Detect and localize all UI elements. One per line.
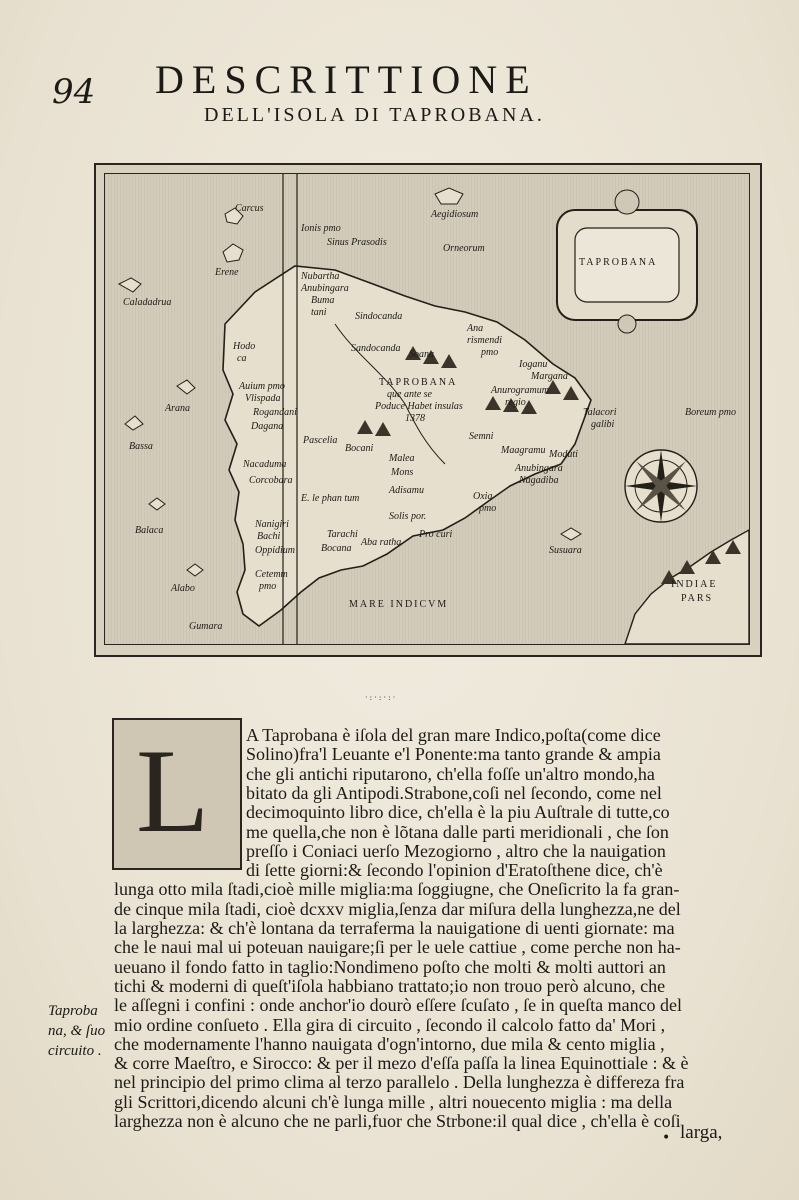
map-area: [104, 173, 750, 645]
map-label-rogandani: Rogandani: [253, 407, 297, 418]
map-label-soana: Soana: [409, 349, 434, 360]
ornament-separator: ·:·:·:·: [365, 693, 398, 702]
text-line: ueuano il fondo fatto in taglio:Nondimeno poſto che molti & molti auttori an: [114, 956, 666, 977]
text-line: di ſette giorni:& ſecondo l'opinion d'Eratoſthene dice, ch'è: [246, 860, 663, 881]
text-line: la larghezza: & ch'è lontana da terraferma la nauigatione di uenti giornate: ma: [114, 918, 675, 938]
map-label-oxia-pmo: pmo: [479, 503, 497, 514]
map-label-tarachi: Tarachi: [327, 529, 358, 540]
map-label-year: 1378: [405, 413, 425, 424]
map-label-oppidium: Oppidium: [255, 545, 295, 556]
map-label-que-ante: que ante se: [387, 389, 432, 400]
map-label-poduce: Poduce Habet insulas: [375, 401, 463, 412]
map-label-pascelia: Pascelia: [303, 435, 338, 446]
text-line: preſſo i Coniaci uerſo Mezogiorno , altro che la nauigation: [246, 840, 666, 861]
map-label-semni: Semni: [469, 431, 494, 442]
map-label-dagana: Dagana: [251, 421, 284, 432]
map-label-buma: Buma: [311, 295, 335, 306]
text-line: nel principio del primo clima al terzo parallelo . Della lunghezza è differeza fra: [114, 1072, 685, 1093]
margin-note-line: circuito .: [48, 1043, 102, 1059]
map-label-solis-por: Solis por.: [389, 511, 427, 522]
map-label-pars: PARS: [681, 593, 714, 604]
text-line: Solino)fra'l Leuante e'l Ponente:ma tanto grande & ampia: [246, 744, 661, 765]
map-label-cetemm: Cetemm: [255, 569, 288, 580]
map-label-oxia: Oxia: [473, 491, 493, 502]
map-label-nanigiri: Nanigiri: [255, 519, 289, 530]
text-line: le aſſegni i confini : onde anchor'io dourò eſſere ſcuſato , ſe in queſta manco del: [114, 995, 683, 1016]
map-label-elephantum: E. le phan tum: [301, 493, 360, 504]
map-label-sinus-prasodis: Sinus Prasodis: [327, 237, 387, 248]
map-label-ana: Ana: [467, 323, 484, 334]
text-line: mio ordine conſueto . Ella gira di circuito , ſecondo il calcolo fatto da' Mori ,: [114, 1014, 666, 1035]
map-label-erene: Erene: [215, 267, 239, 278]
map-label-balaca: Balaca: [135, 525, 164, 536]
map-label-caladadrua: Caladadrua: [123, 297, 172, 308]
map-label-boreum: Boreum pmo: [685, 407, 737, 418]
map-label-ca: ca: [237, 353, 247, 364]
margin-note-line: na, & ſuo: [48, 1023, 106, 1039]
map-label-talacori: Talacori: [583, 407, 617, 418]
text-line: tichi & moderni di queſt'iſola habbiano trattato;io non trouo però alcuno, che: [114, 975, 666, 996]
decorated-initial: [112, 718, 242, 870]
cartouche-title: TAPROBANA: [579, 257, 658, 268]
map-label-nubartha: Nubartha: [301, 271, 340, 282]
map-label-vlispada: Vlispada: [245, 393, 281, 404]
map-label-orneorum: Orneorum: [443, 243, 485, 254]
map-label-auium: Auium pmo: [239, 381, 285, 392]
text-line: A Taprobana è iſola del gran mare Indico,poſta(come dice: [246, 725, 661, 745]
initial-letter: L: [136, 724, 210, 857]
text-line: bitato da gli Antipodi.Strabone,coſi nel ſecondo, come nel: [246, 782, 662, 803]
text-line: lunga otto mila ſtadi,cioè mille miglia:ma ſoggiugne, che Oneſicrito la fa gran-: [114, 879, 680, 900]
page-subtitle: DELL'ISOLA DI TAPROBANA.: [204, 104, 545, 126]
map-label-aegidiosum: Aegidiosum: [431, 209, 479, 220]
text-line: de cinque mila ſtadi, cioè dcxxv miglia,ſenza dar miſura della lunghezza,ne del: [114, 898, 681, 919]
map-label-gumara: Gumara: [189, 621, 223, 632]
map-label-mons: Mons: [391, 467, 414, 478]
map-label-rismendi: rismendi: [467, 335, 502, 346]
map-label-susuara: Susuara: [549, 545, 582, 556]
map-label-carcus: Carcus: [235, 203, 264, 214]
map-label-sandocanda: Sandocanda: [351, 343, 401, 354]
map-label-bassa: Bassa: [129, 441, 153, 452]
map-label-sindocanda: Sindocanda: [355, 311, 403, 322]
compass-rose: [625, 450, 697, 522]
text-line: che gli antichi riputarono, ch'ella foſſe un'altro mondo,ha: [246, 763, 655, 784]
map-label-moduti: Moduti: [549, 449, 578, 460]
text-line: me quella,che non è lõtana dalle parti meridionali , che ſon: [246, 821, 669, 842]
map-label-nacaduma: Nacaduma: [243, 459, 287, 470]
text-line: larghezza non è alcuno che ne parli,fuor che Strbone:il qual dice , ch'ella è coſi: [114, 1111, 681, 1131]
map-label-arana: Arana: [165, 403, 190, 414]
margin-note-line: Taproba: [48, 1003, 98, 1019]
map-label-bachi: Bachi: [257, 531, 281, 542]
map-label-corcobara: Corcobara: [249, 475, 293, 486]
map-label-malea: Malea: [389, 453, 415, 464]
map-label-pmo: pmo: [481, 347, 499, 358]
page-title: DESCRITTIONE: [155, 57, 538, 102]
map-label-bocani: Bocani: [345, 443, 374, 454]
text-line: decimoquinto libro dice, ch'ella è la piu Auſtrale di tutte,co: [246, 802, 670, 823]
map-label-maagramu: Maagramu: [501, 445, 546, 456]
map-label-taprobana-inset: TAPROBANA: [379, 377, 458, 388]
map-frame: [94, 163, 762, 657]
map-label-procuri: Pro curi: [419, 529, 453, 540]
text-line: che le naui mal ui poteuan nauigare;ſi per le uele cattiue , come perche non ha-: [114, 937, 681, 958]
map-label-cetemm-pmo: pmo: [259, 581, 277, 592]
map-label-adisamu: Adisamu: [389, 485, 424, 496]
text-line: & corre Maeſtro, e Sirocco: & per il mezo d'eſſa paſſa la linea Equinottiale : & è: [114, 1053, 689, 1074]
map-label-ionis: Ionis pmo: [301, 223, 341, 234]
map-label-indiae: INDIAE: [671, 579, 718, 590]
map-label-alabo: Alabo: [171, 583, 195, 594]
catch-dots: •: [662, 1130, 671, 1146]
map-label-abaratha: Aba ratha: [361, 537, 402, 548]
catchword: larga,: [680, 1122, 723, 1143]
map-label-mare-indicum: MARE INDICVM: [349, 599, 449, 610]
map-label-anubingara-bottom: Anubingara: [515, 463, 563, 474]
map-label-anurogramum: Anurogramum: [491, 385, 549, 396]
map-label-tani: tani: [311, 307, 327, 318]
text-line: che modernamente l'hanno nauigata d'ogn'intorno, due mila & cento miglia ,: [114, 1033, 665, 1054]
map-label-ioganu: Ioganu: [519, 359, 548, 370]
map-label-nagadiba: Nagadiba: [519, 475, 559, 486]
map-label-bocana: Bocana: [321, 543, 352, 554]
map-label-hodo: Hodo: [233, 341, 256, 352]
map-label-galibi: galibi: [591, 419, 615, 430]
map-label-margana: Margana: [531, 371, 568, 382]
map-label-regio: regio: [505, 397, 526, 408]
text-line: gli Scrittori,dicendo alcuni ch'è lunga mille , altri nouecento miglia : ma della: [114, 1091, 673, 1112]
page-number: 94: [52, 72, 96, 112]
map-label-anubingara-top: Anubingara: [301, 283, 349, 294]
